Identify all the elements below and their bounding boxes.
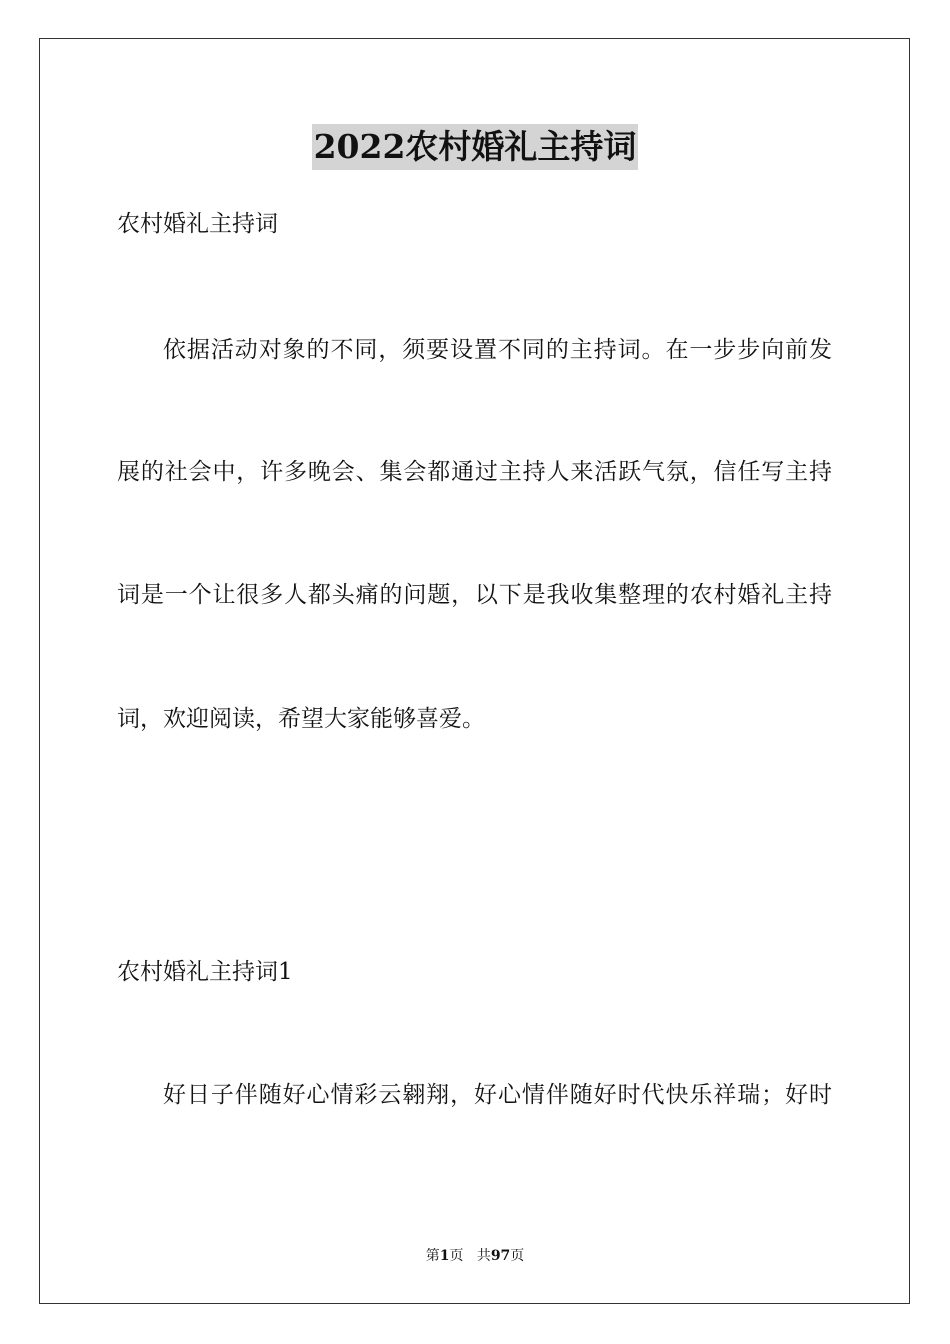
intro-line-3: 词是一个让很多人都头痛的问题，以下是我收集整理的农村婚礼主持 [117, 582, 832, 608]
title-container [0, 124, 950, 170]
footer-total-prefix: 共 [476, 1248, 491, 1264]
footer-total-suffix: 页 [510, 1248, 525, 1264]
footer-page-suffix: 页 [449, 1248, 464, 1264]
document-subtitle: 农村婚礼主持词 [117, 211, 278, 237]
document-title: 2022农村婚礼主持词 [312, 124, 639, 170]
section-heading: 农村婚礼主持词1 [117, 959, 293, 985]
footer-page-prefix: 第 [425, 1248, 440, 1264]
page-footer [0, 1246, 950, 1266]
section-line-1: 好日子伴随好心情彩云翱翔，好心情伴随好时代快乐祥瑞；好时 [163, 1082, 832, 1108]
intro-line-4: 词，欢迎阅读，希望大家能够喜爱。 [117, 706, 485, 732]
intro-line-2: 展的社会中，许多晚会、集会都通过主持人来活跃气氛，信任写主持 [117, 459, 832, 485]
intro-line-1: 依据活动对象的不同，须要设置不同的主持词。在一步步向前发 [163, 337, 832, 363]
footer-total-pages: 97 [490, 1248, 511, 1264]
footer-page-number: 1 [439, 1248, 450, 1264]
